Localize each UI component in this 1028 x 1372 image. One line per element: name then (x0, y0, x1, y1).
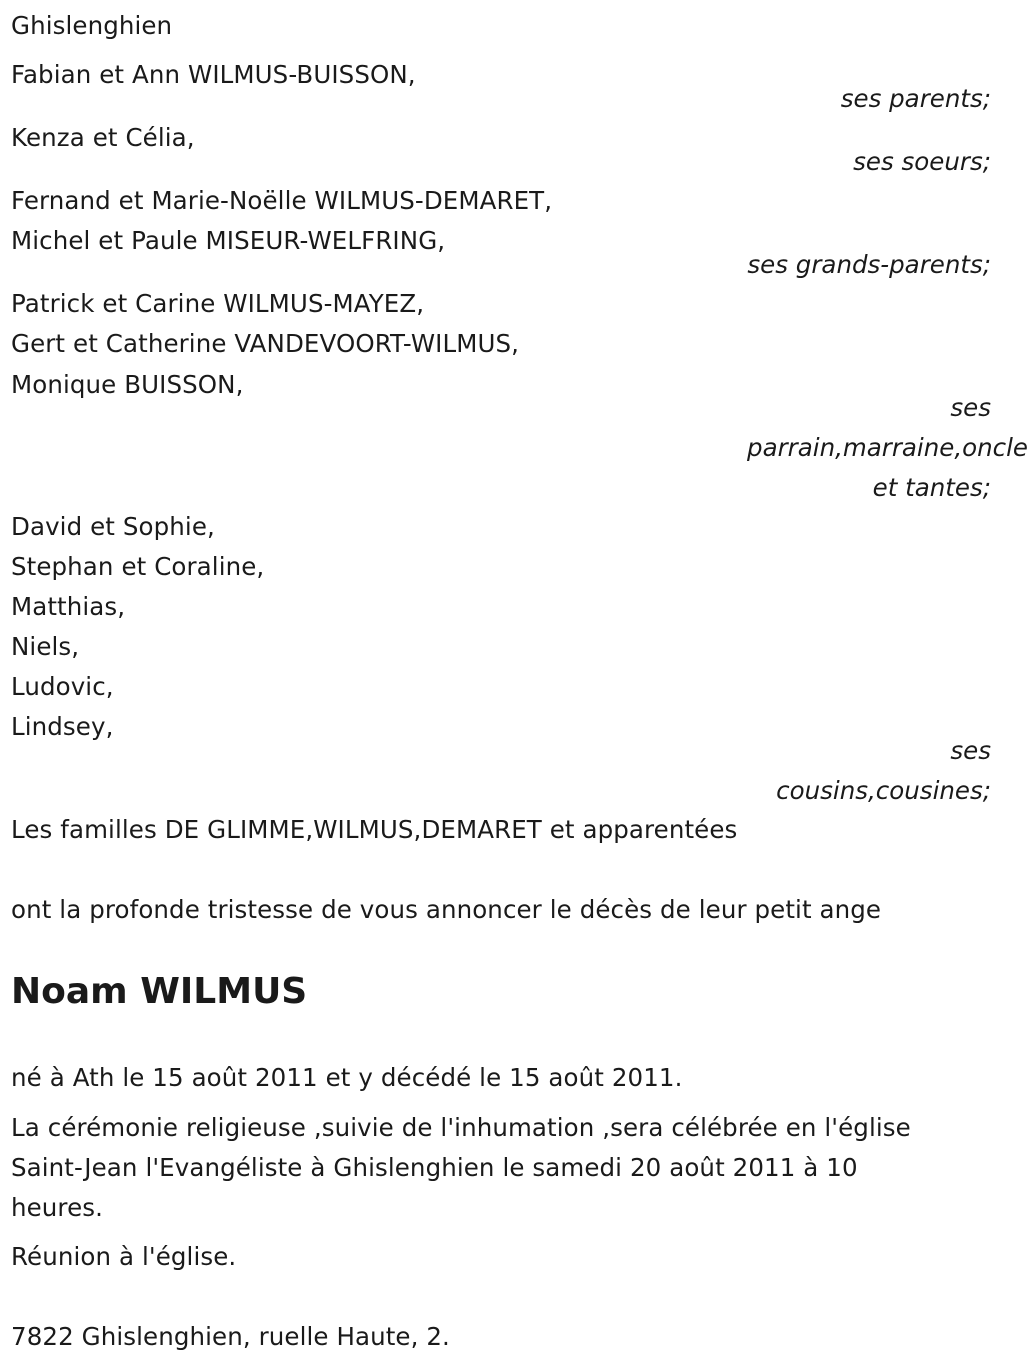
parents-names: Fabian et Ann WILMUS-BUISSON, (11, 60, 416, 89)
godparents-name-3: Monique BUISSON, (11, 370, 244, 399)
families-line: Les familles DE GLIMME,WILMUS,DEMARET et apparentées (11, 815, 738, 844)
godparents-name-2: Gert et Catherine VANDEVOORT-WILMUS, (11, 329, 520, 358)
address-line: 7822 Ghislenghien, ruelle Haute, 2. (11, 1322, 450, 1351)
cousins-name-2: Stephan et Coraline, (11, 552, 265, 581)
godparents-role-line-2: parrain,marraine,oncle (747, 433, 1028, 462)
ceremony-line-1: La cérémonie religieuse ,suivie de l'inhumation ,sera célébrée en l'église (11, 1113, 911, 1142)
birth-death-line: né à Ath le 15 août 2011 et y décédé le 15 août 2011. (11, 1063, 683, 1092)
cousins-name-6: Lindsey, (11, 712, 114, 741)
deceased-name: Noam WILMUS (11, 971, 308, 1012)
grandparents-role: ses grands-parents; (747, 250, 991, 279)
ceremony-line-3: heures. (11, 1193, 103, 1222)
announcement-line: ont la profonde tristesse de vous annoncer le décès de leur petit ange (11, 895, 882, 924)
cousins-role-line-1: ses (950, 736, 991, 765)
grandparents-name-1: Fernand et Marie-Noëlle WILMUS-DEMARET, (11, 186, 553, 215)
cousins-role-line-2: cousins,cousines; (776, 776, 991, 805)
parents-role: ses parents; (840, 84, 991, 113)
cousins-name-4: Niels, (11, 632, 80, 661)
sisters-names: Kenza et Célia, (11, 123, 195, 152)
godparents-role-line-1: ses (950, 393, 991, 422)
godparents-name-1: Patrick et Carine WILMUS-MAYEZ, (11, 289, 425, 318)
cousins-name-3: Matthias, (11, 592, 126, 621)
cousins-name-1: David et Sophie, (11, 512, 215, 541)
cousins-name-5: Ludovic, (11, 672, 114, 701)
sisters-role: ses soeurs; (853, 147, 991, 176)
meeting-line: Réunion à l'église. (11, 1242, 237, 1271)
ceremony-line-2: Saint-Jean l'Evangéliste à Ghislenghien le samedi 20 août 2011 à 10 (11, 1153, 858, 1182)
godparents-role-line-3: et tantes; (872, 473, 991, 502)
grandparents-name-2: Michel et Paule MISEUR-WELFRING, (11, 226, 446, 255)
place-name: Ghislenghien (11, 11, 173, 40)
